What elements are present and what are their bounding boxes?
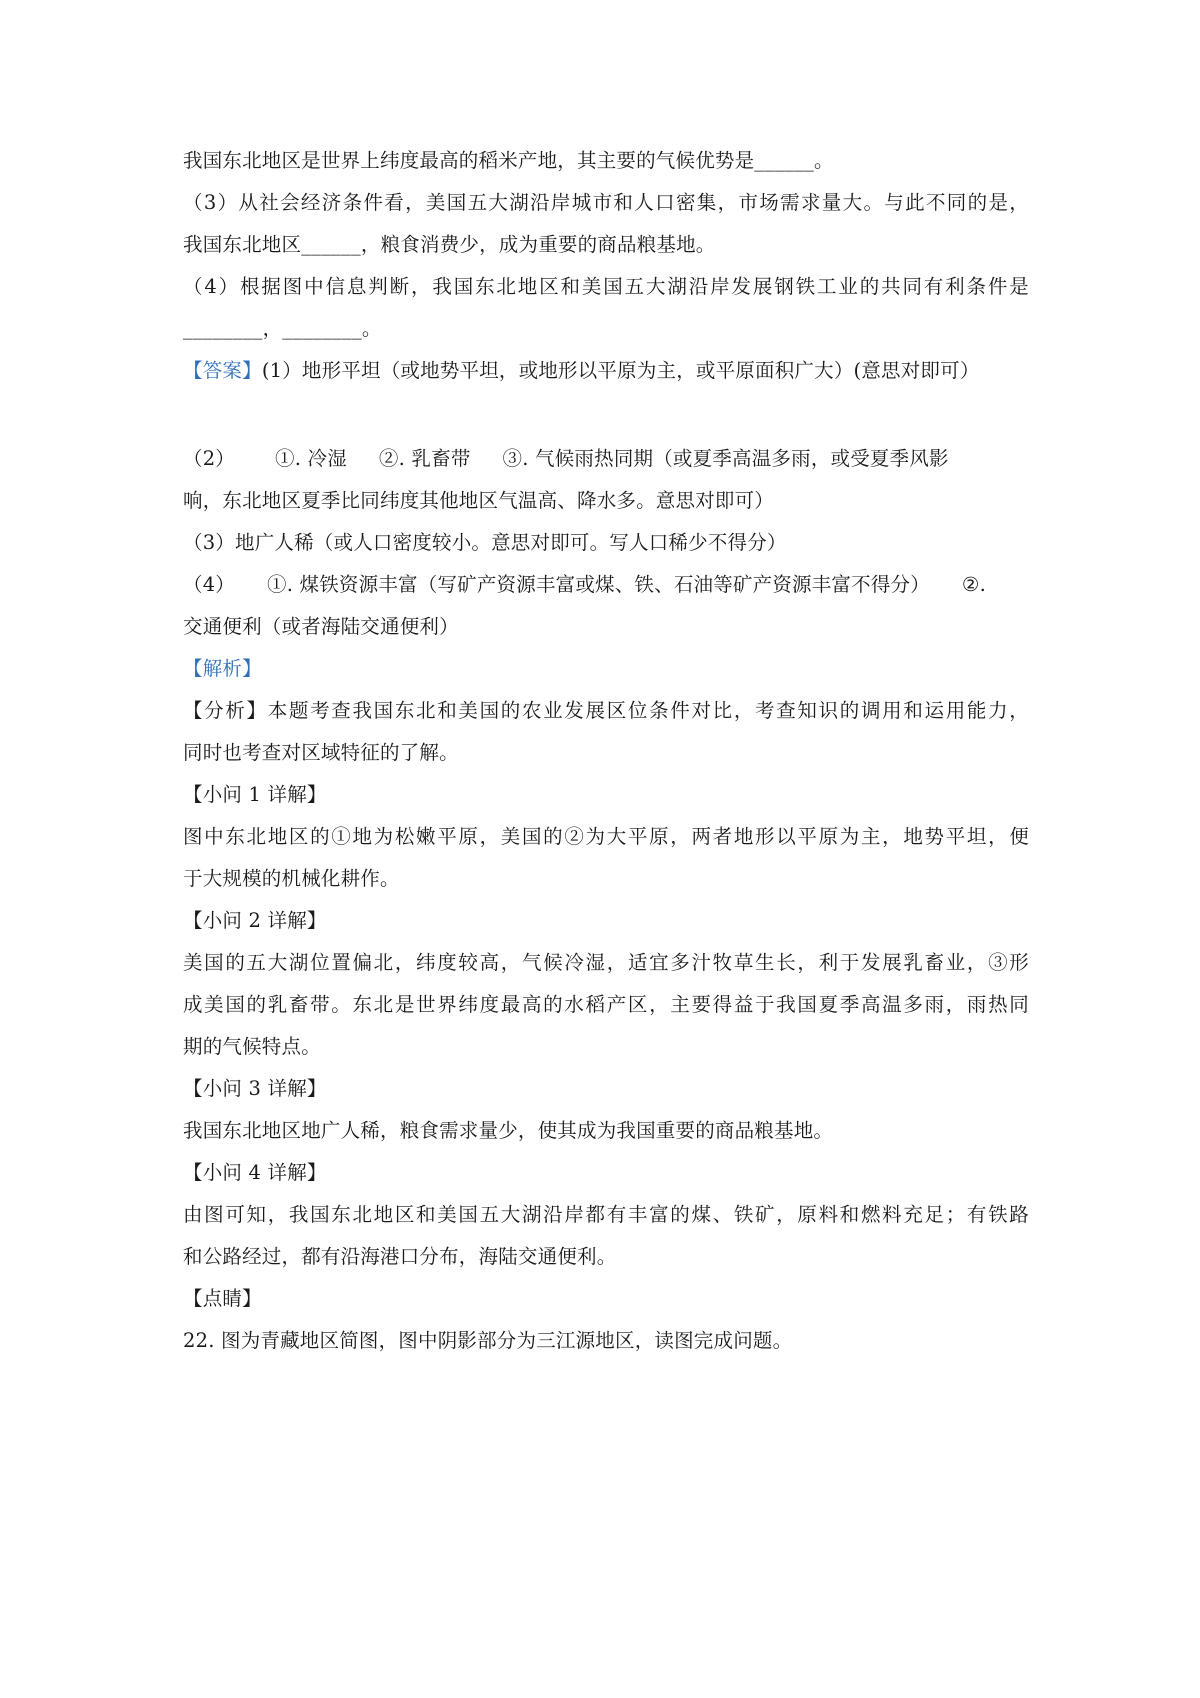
answer-q4-continuation: 交通便利（或者海陆交通便利） bbox=[183, 615, 459, 638]
detail-2-line-2: 成美国的乳畜带。东北是世界纬度最高的水稻产区，主要得益于我国夏季高温多雨，雨热同 bbox=[183, 993, 1029, 1016]
answer-q2-part-b: ②. 乳畜带 bbox=[378, 447, 471, 470]
answer-q4-part-b: ②. bbox=[961, 573, 987, 596]
analysis-summary-1: 【分析】本题考查我国东北和美国的农业发展区位条件对比，考查知识的调用和运用能力， bbox=[183, 699, 1029, 722]
detail-4-title: 【小问 4 详解】 bbox=[183, 1161, 327, 1184]
detail-3-line-1: 我国东北地区地广人稀，粮食需求量少，使其成为我国重要的商品粮基地。 bbox=[183, 1119, 834, 1142]
answer-q4-line-2 bbox=[183, 606, 1029, 648]
detail-2-title: 【小问 2 详解】 bbox=[183, 909, 327, 932]
answer-label: 【答案】 bbox=[183, 359, 262, 382]
analysis-summary-2: 同时也考查对区域特征的了解。 bbox=[183, 741, 459, 764]
question-3-line-2: 我国东北地区______，粮食消费少，成为重要的商品粮基地。 bbox=[183, 233, 716, 256]
detail-1-line-1: 图中东北地区的①地为松嫩平原，美国的②为大平原，两者地形以平原为主，地势平坦，便 bbox=[183, 825, 1029, 848]
answer-q2-part-a: ①. 冷湿 bbox=[275, 447, 347, 470]
answer-q4-part-a: ①. 煤铁资源丰富（写矿产资源丰富或煤、铁、石油等矿产资源丰富不得分） bbox=[267, 573, 930, 596]
document-body bbox=[183, 140, 1029, 1362]
comment-label: 【点睛】 bbox=[183, 1287, 262, 1310]
answer-q4-line-1 bbox=[183, 564, 1029, 606]
question-line-climate: 我国东北地区是世界上纬度最高的稻米产地，其主要的气候优势是______。 bbox=[183, 149, 834, 172]
detail-1-title: 【小问 1 详解】 bbox=[183, 783, 327, 806]
question-4-line-1: （4）根据图中信息判断，我国东北地区和美国五大湖沿岸发展钢铁工业的共同有利条件是 bbox=[183, 275, 1029, 298]
answer-q2-continuation: 响，东北地区夏季比同纬度其他地区气温高、降水多。意思对即可） bbox=[183, 489, 775, 512]
next-question: 22. 图为青藏地区简图，图中阴影部分为三江源地区，读图完成问题。 bbox=[183, 1329, 793, 1352]
answer-q3: （3）地广人稀（或人口密度较小。意思对即可。写人口稀少不得分） bbox=[183, 531, 787, 554]
answer-q2-line-1 bbox=[183, 438, 1029, 480]
answer-q4-number: （4） bbox=[183, 573, 236, 596]
question-3-line-1: （3）从社会经济条件看，美国五大湖沿岸城市和人口密集，市场需求量大。与此不同的是， bbox=[183, 191, 1029, 214]
answer-gap bbox=[183, 392, 1029, 438]
question-4-line-2: ________，________。 bbox=[183, 317, 382, 340]
detail-3-title: 【小问 3 详解】 bbox=[183, 1077, 327, 1100]
answer-q2-number: （2） bbox=[183, 447, 236, 470]
detail-2-line-3: 期的气候特点。 bbox=[183, 1035, 321, 1058]
answer-q2-part-c: ③. 气候雨热同期（或夏季高温多雨，或受夏季风影 bbox=[502, 447, 949, 470]
answer-q2-line-2 bbox=[183, 480, 1029, 522]
analysis-label: 【解析】 bbox=[183, 657, 262, 680]
answer-line-1 bbox=[183, 350, 1029, 392]
detail-4-line-2: 和公路经过，都有沿海港口分布，海陆交通便利。 bbox=[183, 1245, 617, 1268]
detail-1-line-2: 于大规模的机械化耕作。 bbox=[183, 867, 400, 890]
answer-q1: (1）地形平坦（或地势平坦，或地形以平原为主，或平原面积广大）(意思对即可） bbox=[261, 359, 980, 382]
detail-2-line-1: 美国的五大湖位置偏北，纬度较高，气候冷湿，适宜多汁牧草生长，利于发展乳畜业，③形 bbox=[183, 951, 1029, 974]
detail-4-line-1: 由图可知，我国东北地区和美国五大湖沿岸都有丰富的煤、铁矿，原料和燃料充足；有铁路 bbox=[183, 1203, 1029, 1226]
